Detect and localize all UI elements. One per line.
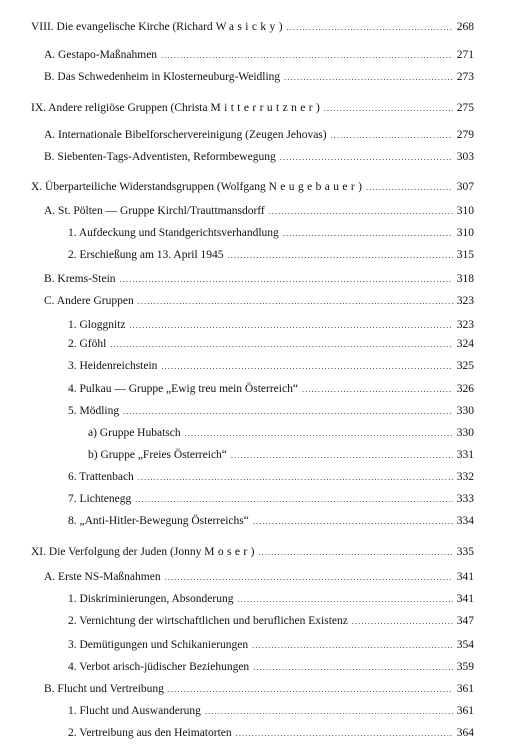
entry-title: 1. Flucht und Auswanderung xyxy=(68,705,201,717)
toc-entry xyxy=(68,359,474,374)
section-heading-ix xyxy=(31,101,474,116)
page-number: 335 xyxy=(456,546,474,558)
page-number: 330 xyxy=(456,405,474,417)
entry-title: 2. Erschießung am 13. April 1945 xyxy=(68,249,224,261)
page-number: 330 xyxy=(456,427,474,439)
page-number: 271 xyxy=(456,49,474,61)
entry-title: 4. Verbot arisch-jüdischer Beziehungen xyxy=(68,661,250,673)
dot-leader xyxy=(138,471,453,485)
page-number: 326 xyxy=(456,383,474,395)
entry-title: 1. Diskriminierungen, Absonderung xyxy=(68,593,234,605)
section-title-close: ) xyxy=(316,102,320,114)
page-number: 318 xyxy=(456,273,474,285)
section-author: Moser xyxy=(204,546,251,558)
entry-title: B. Flucht und Vertreibung xyxy=(44,683,164,695)
dot-leader xyxy=(253,515,453,529)
toc-entry xyxy=(68,660,474,675)
dot-leader xyxy=(287,21,453,35)
toc-entry xyxy=(68,248,474,263)
toc-entry xyxy=(68,514,474,529)
dot-leader xyxy=(366,181,453,195)
entry-title: 2. Vertreibung aus den Heimatorten xyxy=(68,727,232,739)
dot-leader xyxy=(110,338,452,352)
dot-leader xyxy=(135,493,453,507)
toc-entry xyxy=(44,570,474,585)
entry-title: A. Internationale Bibelforschervereinigung (Zeugen Jehovas) xyxy=(44,129,327,141)
toc-entry xyxy=(68,592,474,607)
dot-leader xyxy=(165,571,453,585)
page-number: 310 xyxy=(456,227,474,239)
dot-leader xyxy=(130,319,453,333)
section-title: XI. Die Verfolgung der Juden (Jonny xyxy=(31,546,205,558)
dot-leader xyxy=(185,427,453,441)
page-number: 310 xyxy=(456,205,474,217)
toc-entry xyxy=(68,318,474,333)
dot-leader xyxy=(228,249,453,263)
dot-leader xyxy=(269,205,453,219)
dot-leader xyxy=(161,49,453,63)
entry-title: b) Gruppe „Freies Österreich“ xyxy=(88,449,227,461)
section-title-close: ) xyxy=(278,21,283,33)
dot-leader xyxy=(331,129,453,143)
dot-leader xyxy=(284,71,453,85)
section-author: Wasicky xyxy=(215,21,279,33)
dot-leader xyxy=(138,295,453,309)
entry-title: 1. Gloggnitz xyxy=(68,319,126,331)
entry-title: 4. Pulkau — Gruppe „Ewig treu mein Österreich“ xyxy=(68,383,298,395)
page-number: 361 xyxy=(456,683,474,695)
dot-leader xyxy=(283,227,453,241)
dot-leader xyxy=(258,546,452,560)
toc-entry xyxy=(44,70,474,85)
dot-leader xyxy=(237,593,452,607)
page-number: 325 xyxy=(456,360,474,372)
entry-title: 2. Vernichtung der wirtschaftlichen und beruflichen Existenz xyxy=(68,615,348,627)
dot-leader xyxy=(253,661,453,675)
section-title: X. Überparteiliche Widerstandsgruppen (Wolfgang xyxy=(31,181,269,193)
section-author: Mitterrutzner xyxy=(210,102,316,114)
toc-entry xyxy=(44,682,474,697)
toc-entry xyxy=(44,204,474,219)
toc-entry xyxy=(68,382,474,397)
toc-entry xyxy=(68,404,474,419)
page-number: 359 xyxy=(456,661,474,673)
entry-title: A. Erste NS-Maßnahmen xyxy=(44,571,161,583)
dot-leader xyxy=(231,449,453,463)
dot-leader xyxy=(324,102,453,116)
page-number: 279 xyxy=(456,129,474,141)
dot-leader xyxy=(161,360,452,374)
entry-title: 1. Aufdeckung und Standgerichtsverhandlung xyxy=(68,227,279,239)
dot-leader xyxy=(236,727,453,741)
entry-title: C. Andere Gruppen xyxy=(44,295,134,307)
section-title-close: ) xyxy=(358,181,362,193)
section-heading-xi xyxy=(31,545,474,560)
dot-leader xyxy=(205,705,453,719)
entry-title: 6. Trattenbach xyxy=(68,471,134,483)
page-number: 333 xyxy=(456,493,474,505)
page-number: 307 xyxy=(456,181,474,193)
toc-entry xyxy=(68,470,474,485)
page-number: 268 xyxy=(456,21,474,33)
entry-title: 5. Mödling xyxy=(68,405,120,417)
dot-leader xyxy=(352,615,453,629)
toc-entry xyxy=(68,226,474,241)
entry-title: B. Siebenten-Tags-Adventisten, Reformbewegung xyxy=(44,151,276,163)
entry-title: 3. Heidenreichstein xyxy=(68,360,158,372)
page-number: 354 xyxy=(456,639,474,651)
toc-entry xyxy=(68,492,474,507)
toc-entry xyxy=(68,704,474,719)
page-number: 332 xyxy=(456,471,474,483)
page-number: 303 xyxy=(456,151,474,163)
section-title: IX. Andere religiöse Gruppen (Christa xyxy=(31,102,211,114)
page-number: 275 xyxy=(456,102,474,114)
page-number: 347 xyxy=(456,615,474,627)
toc-entry xyxy=(68,614,474,629)
dot-leader xyxy=(120,273,453,287)
entry-title: B. Krems-Stein xyxy=(44,273,116,285)
page-number: 315 xyxy=(456,249,474,261)
dot-leader xyxy=(168,683,453,697)
entry-title: B. Das Schwedenheim in Klosterneuburg-Weidling xyxy=(44,71,281,83)
dot-leader xyxy=(302,383,453,397)
dot-leader xyxy=(123,405,453,419)
page-number: 323 xyxy=(456,319,474,331)
toc-entry xyxy=(88,426,474,441)
section-author: Neugebauer xyxy=(268,181,359,193)
page-number: 324 xyxy=(456,338,474,350)
page-number: 361 xyxy=(456,705,474,717)
section-title: VIII. Die evangelische Kirche (Richard xyxy=(31,21,216,33)
entry-title: A. Gestapo-Maßnahmen xyxy=(44,49,158,61)
dot-leader xyxy=(280,151,453,165)
page-number: 323 xyxy=(456,295,474,307)
toc-entry xyxy=(44,272,474,287)
entry-title: 2. Gföhl xyxy=(68,338,107,350)
page-number: 273 xyxy=(456,71,474,83)
entry-title: 7. Lichtenegg xyxy=(68,493,132,505)
page-number: 331 xyxy=(456,449,474,461)
toc-entry xyxy=(44,128,474,143)
toc-entry xyxy=(68,337,474,352)
section-heading-x xyxy=(31,180,474,195)
dot-leader xyxy=(252,639,453,653)
entry-title: a) Gruppe Hubatsch xyxy=(88,427,181,439)
toc-entry xyxy=(68,638,474,653)
entry-title: 8. „Anti-Hitler-Bewegung Österreichs“ xyxy=(68,515,249,527)
page-number: 341 xyxy=(456,593,474,605)
page-number: 364 xyxy=(456,727,474,739)
toc-entry xyxy=(44,150,474,165)
section-title-close: ) xyxy=(250,546,255,558)
page-number: 334 xyxy=(456,515,474,527)
page-number: 341 xyxy=(456,571,474,583)
toc-entry xyxy=(88,448,474,463)
entry-title: 3. Demütigungen und Schikanierungen xyxy=(68,639,249,651)
toc-entry xyxy=(44,294,474,309)
toc-entry xyxy=(68,726,474,741)
section-heading-viii xyxy=(31,20,474,35)
toc-entry xyxy=(44,48,474,63)
entry-title: A. St. Pölten — Gruppe Kirchl/Trauttmansdorff xyxy=(44,205,265,217)
